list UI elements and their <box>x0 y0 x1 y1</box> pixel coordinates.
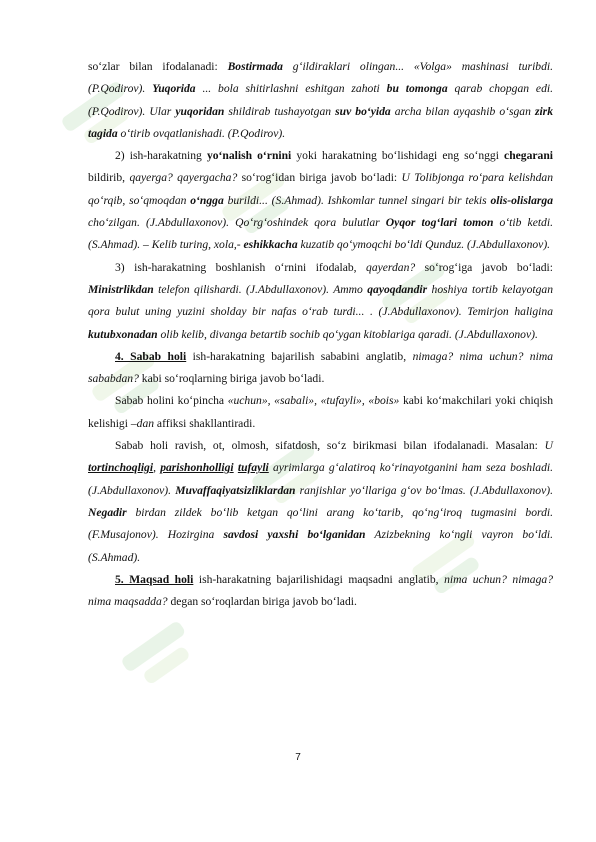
text-run: Bostirmada <box>227 60 283 73</box>
text-run: ish-harakatning bajarilish sababini anglatib, <box>186 349 413 363</box>
watermark-mark <box>120 620 199 691</box>
paragraph <box>88 346 553 391</box>
text-run: yuqoridan <box>175 104 225 118</box>
text-run: Azizbekning ko‘ngli vayron bo‘ldi. (S.Ahmad). <box>88 528 553 564</box>
text-run: olis-olislarga <box>490 193 553 207</box>
text-run: cho‘zilgan. (J.Abdullaxonov). Qo‘rg‘oshindek qora bulutlar <box>88 216 386 230</box>
text-run: bildirib, <box>88 171 130 185</box>
text-run: ayrimlarga g‘alatiroq ko‘rinayotganini ham seza boshladi. (J.Abdullaxonov). <box>88 461 554 497</box>
text-run: U Tolibjonga ro‘para kelishdan qo‘rqib, so‘qmoqdan <box>88 171 553 207</box>
text-run: degan so‘roqlardan biriga javob bo‘ladi. <box>167 595 357 609</box>
text-run: chegarani <box>504 149 553 163</box>
text-run: Oyqor tog‘lari tomon <box>385 216 494 230</box>
text-run: so‘rog‘idan biriga javob bo‘ladi: <box>237 171 402 185</box>
text-run: Ministrlikdan <box>88 282 154 296</box>
text-run: Muvaffaqiyatsizliklardan <box>175 483 296 497</box>
text-run: burildi... (S.Ahmad). Ishkomlar tunnel singari bir tekis <box>223 193 491 207</box>
document-page <box>88 56 553 613</box>
text-run: so‘rog‘iga javob bo‘ladi: <box>415 260 553 274</box>
paragraph <box>88 56 553 145</box>
paragraph <box>88 145 553 256</box>
text-run: affiksi shakllantiradi. <box>154 416 256 430</box>
text-run: qayerga? qayergacha? <box>129 171 238 185</box>
text-run: archa bilan ayqashib o‘sgan <box>390 104 535 118</box>
text-run: ranjishlar yo‘llariga g‘ov bo‘lmas. (J.Abdullaxonov). <box>295 483 553 497</box>
text-run: tufayli <box>237 461 269 475</box>
text-run: o‘ngga <box>190 193 224 207</box>
text-run: bu tomonga <box>386 82 448 96</box>
text-run: shildirab tushayotgan <box>224 104 336 118</box>
text-run: «uchun», «sabali», «tufayli», «bois» <box>227 394 400 408</box>
text-run: 5. Maqsad holi <box>115 572 194 586</box>
text-run: yo‘nalish o‘rnini <box>206 149 292 163</box>
paragraph <box>88 390 553 435</box>
text-run: o‘tirib ovqatlanishadi. (P.Qodirov). <box>117 126 286 140</box>
text-run: , <box>153 461 161 475</box>
text-run: Sabab holi ravish, ot, olmosh, sifatdosh, so‘z birikmasi bilan ifodalanadi. Masalan: <box>115 439 545 453</box>
text-run: 2) ish-harakatning <box>115 149 207 163</box>
text-run: tortinchoqligi <box>88 461 154 475</box>
text-run: savdosi yaxshi bo‘lganidan <box>223 528 366 542</box>
text-run: hoshiya tortib kelayotgan qora bulut uning yuzini sholday bir nafas o‘rab turdi... . (J.Abdullaxonov). Temirjon haligina <box>88 282 553 319</box>
text-run: qarab chopgan edi. (P.Qodirov). Ular <box>88 82 553 118</box>
text-run: g‘ildiraklari olingan... «Volga» mashinasi turibdi. (P.Qodirov). <box>88 60 553 96</box>
text-run: kutubxonadan <box>88 327 158 341</box>
text-run: suv bo‘yida <box>335 104 391 118</box>
text-run: nimaga? nima uchun? nima sababdan? <box>88 349 553 386</box>
text-run: yoki harakatning bo‘lishidagi eng so‘nggi <box>291 149 505 163</box>
text-run: Negadir <box>88 505 127 519</box>
text-run: eshikkacha <box>243 238 298 252</box>
text-run: kabi ko‘makchilari yoki chiqish kelishigi – <box>88 394 553 430</box>
text-run: parishonholligi <box>160 461 234 475</box>
text-run: so‘zlar bilan ifodalanadi: <box>88 60 228 73</box>
text-run: zirk tagida <box>88 104 553 140</box>
text-run: U <box>544 439 553 453</box>
text-run: kabi so‘roqlarning biriga javob bo‘ladi. <box>138 372 325 386</box>
text-run: dan <box>136 416 155 430</box>
text-run: birdan zildek bo‘lib ketgan qo‘lini arang ko‘tarib, qo‘ng‘iroq tugmasini bordi. (F.Musajonov). Hozirgina <box>88 505 553 542</box>
text-run: 4. Sabab holi <box>115 349 187 363</box>
paragraph <box>88 257 553 346</box>
text-run: ... bola shitirlashni eshitgan zahoti <box>195 82 387 96</box>
text-run: ish-harakatning bajarilishidagi maqsadni anglatib, <box>193 572 445 586</box>
text-run: nima uchun? nimaga? nima maqsadda? <box>88 572 553 609</box>
text-run: 3) ish-harakatning boshlanish o‘rnini ifodalab, <box>115 260 367 274</box>
paragraph <box>88 569 553 614</box>
paragraph <box>88 435 553 569</box>
text-run: olib kelib, divanga betartib sochib qo‘ygan kitoblariga qaradi. (J.Abdullaxonov). <box>157 327 538 341</box>
text-run: o‘tib ketdi. (S.Ahmad). – Kelib turing, xola,- <box>88 216 553 252</box>
text-run: qayoqdandir <box>367 282 428 296</box>
text-run: telefon qilishardi. (J.Abdullaxonov). Ammo <box>153 282 368 296</box>
page-number: 7 <box>295 752 301 763</box>
text-run: qayerdan? <box>366 260 416 274</box>
text-run: kuzatib qo‘ymoqchi bo‘ldi Qunduz. (J.Abdullaxonov). <box>297 238 551 252</box>
text-run: Yuqorida <box>152 82 196 96</box>
text-run: Sabab holini ko‘pincha <box>115 394 228 408</box>
